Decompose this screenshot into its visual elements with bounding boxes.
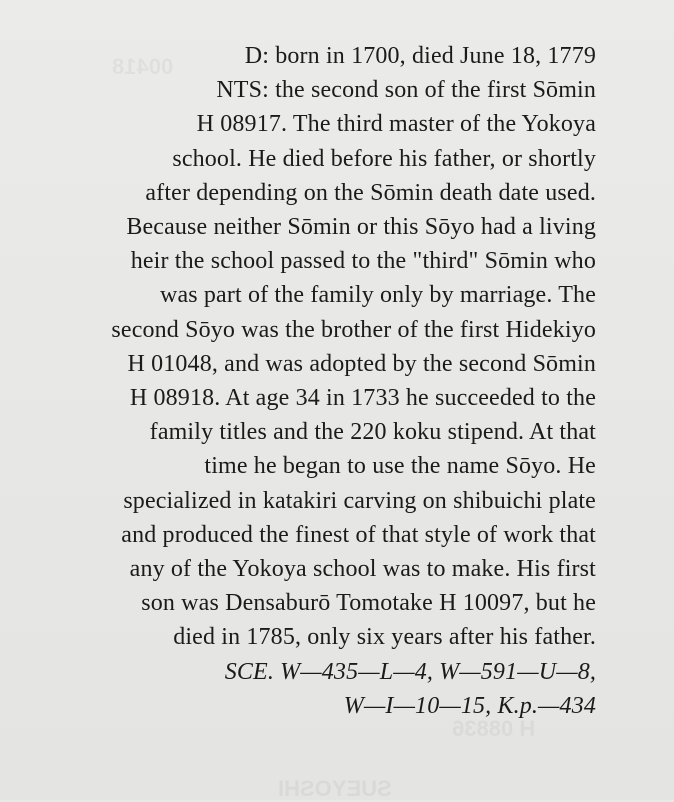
- reverse-bleed-text: [278, 776, 392, 802]
- source-citation: W—I—10—15, K.p.—434: [343, 692, 596, 719]
- biography-line: H 08918. At age 34 in 1733 he succeeded to the: [129, 385, 596, 412]
- biography-line: D: born in 1700, died June 18, 1779: [244, 43, 596, 69]
- biography-line: family titles and the 220 koku stipend. At that: [149, 419, 596, 446]
- biography-line: H 01048, and was adopted by the second Sōmin: [127, 350, 596, 377]
- biography-line: H 08917. The third master of the Yokoya: [196, 111, 596, 138]
- biography-entry: [26, 39, 596, 723]
- source-citation: SCE. W—435—L—4, W—591—U—8,: [224, 658, 596, 685]
- biography-line: and produced the finest of that style of work that: [121, 521, 596, 548]
- biography-line: died in 1785, only six years after his father.: [173, 624, 596, 651]
- biography-line: was part of the family only by marriage. The: [159, 282, 596, 309]
- biography-line: NTS: the second son of the first Sōmin: [216, 77, 596, 104]
- biography-line: any of the Yokoya school was to make. His first: [129, 556, 596, 583]
- biography-line: second Sōyo was the brother of the first Hidekiyo: [111, 316, 596, 343]
- biography-line: son was Densaburō Tomotake H 10097, but he: [141, 590, 596, 617]
- biography-line: after depending on the Sōmin death date used.: [145, 179, 596, 206]
- biography-line: school. He died before his father, or shortly: [172, 145, 596, 172]
- biography-line: specialized in katakiri carving on shibuichi plate: [123, 487, 596, 514]
- biography-line: Because neither Sōmin or this Sōyo had a living: [126, 214, 596, 241]
- biography-line: heir the school passed to the "third" Sōmin who: [130, 248, 596, 275]
- biography-line: time he began to use the name Sōyo. He: [204, 453, 596, 480]
